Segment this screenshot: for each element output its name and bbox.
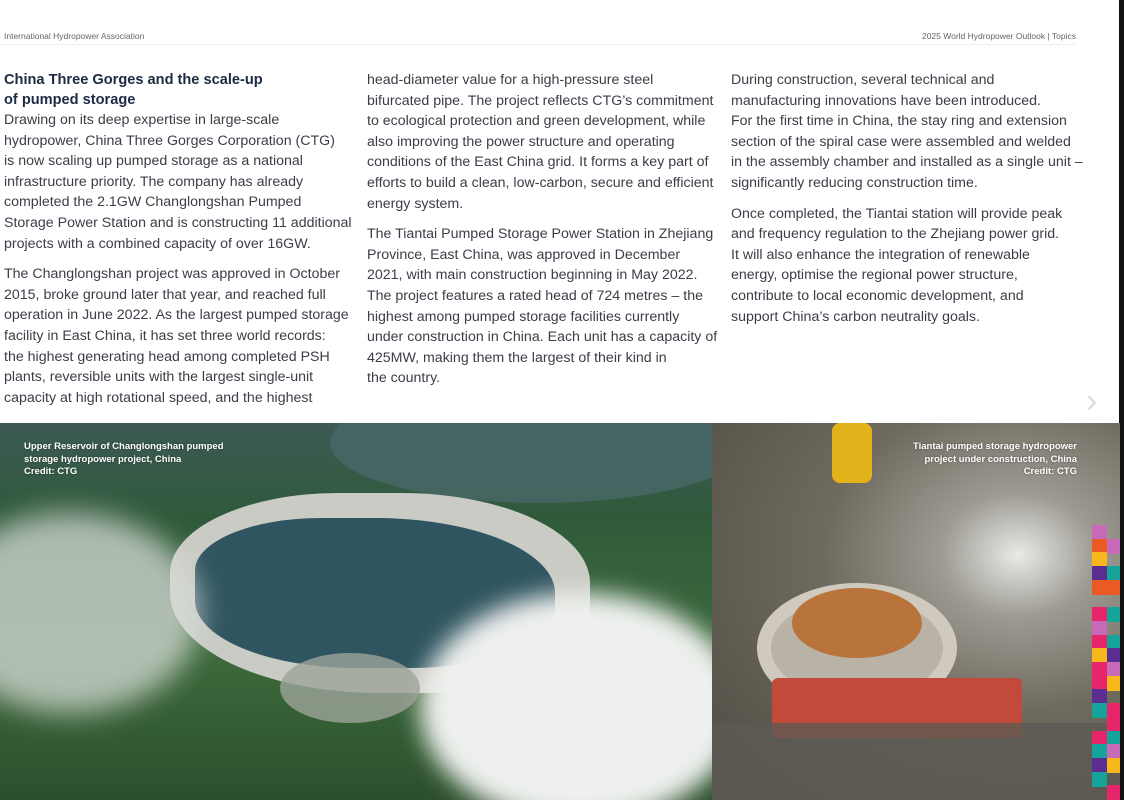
- text-line: projects with a combined capacity of over 16GW.: [4, 235, 311, 252]
- text-line: The Changlongshan project was approved in October: [4, 266, 340, 283]
- text-line: 2015, broke ground later that year, and reached full: [4, 286, 326, 303]
- text-line: infrastructure priority. The company has already: [4, 173, 304, 190]
- text-line: significantly reducing construction time.: [731, 174, 978, 191]
- text-line: 425MW, making them the largest of their kind in: [367, 349, 667, 366]
- text-line: support China’s carbon neutrality goals.: [731, 308, 980, 325]
- color-square: [1107, 539, 1120, 554]
- text-line: Once completed, the Tiantai station will provide peak: [731, 205, 1063, 222]
- text-line: capacity at high rotational speed, and the highest: [4, 389, 313, 406]
- header-divider: [0, 44, 1076, 45]
- color-square: [1092, 703, 1107, 718]
- text-line: Province, East China, was approved in December: [367, 246, 681, 263]
- article-heading: [4, 70, 359, 110]
- text-line: manufacturing innovations have been introduced.: [731, 92, 1041, 109]
- text-line: head-diameter value for a high-pressure steel: [367, 72, 654, 88]
- text-line: contribute to local economic development, and: [731, 287, 1024, 304]
- text-line: energy system.: [367, 195, 464, 212]
- text-line: to ecological protection and green development, while: [367, 113, 706, 130]
- caption-line: project under construction, China: [924, 453, 1077, 465]
- color-square: [1107, 758, 1120, 773]
- changlongshan-reservoir-photo: [0, 423, 712, 800]
- text-line: During construction, several technical and: [731, 72, 995, 88]
- color-square: [1107, 785, 1120, 800]
- text-line: the country.: [367, 370, 441, 387]
- right-photo-caption: [913, 441, 1077, 479]
- paragraph: [367, 70, 722, 214]
- text-column-1: [4, 70, 359, 418]
- text-line: For the first time in China, the stay ring and extension: [731, 113, 1067, 130]
- text-column-3: [731, 70, 1086, 337]
- caption-line: Tiantai pumped storage hydropower: [913, 441, 1077, 452]
- text-line: energy, optimise the regional power structure,: [731, 267, 1018, 284]
- text-column-2: [367, 70, 722, 399]
- text-line: highest among pumped storage facilities currently: [367, 308, 680, 325]
- heading-line: China Three Gorges and the scale-up: [4, 72, 263, 88]
- text-line: under construction in China. Each unit has a capacity of: [367, 329, 718, 346]
- color-square: [1107, 580, 1120, 595]
- text-line: bifurcated pipe. The project reflects CTG’s commitment: [367, 92, 714, 109]
- text-line: operation in June 2022. As the largest pumped storage: [4, 307, 349, 324]
- paragraph: [4, 110, 359, 254]
- text-line: the highest generating head among completed PSH: [4, 348, 330, 365]
- text-line: hydropower, China Three Gorges Corporation (CTG): [4, 132, 335, 149]
- paragraph: [367, 224, 722, 389]
- caption-line: storage hydropower project, China: [24, 453, 182, 465]
- text-line: Storage Power Station and is constructing 11 additional: [4, 214, 352, 231]
- text-line: efforts to build a clean, low-carbon, secure and efficient: [367, 174, 714, 191]
- text-line: facility in East China, it has set three world records:: [4, 327, 326, 344]
- text-line: and frequency regulation to the Zhejiang power grid.: [731, 226, 1060, 243]
- text-line: plants, reversible units with the largest single-unit: [4, 369, 314, 386]
- paragraph: [4, 264, 359, 408]
- text-line: is now scaling up pumped storage as a national: [4, 153, 303, 170]
- text-line: in the assembly chamber and installed as a single unit –: [731, 154, 1083, 171]
- text-line: section of the spiral case were assembled and welded: [731, 133, 1071, 150]
- caption-line: Upper Reservoir of Changlongshan pumped: [24, 441, 224, 452]
- color-square: [1092, 772, 1107, 787]
- text-line: also improving the power structure and operating: [367, 133, 675, 150]
- color-square: [1107, 676, 1120, 691]
- chevron-right-icon[interactable]: ›: [1086, 382, 1098, 420]
- tiantai-construction-photo: [712, 423, 1120, 800]
- publisher-name: International Hydropower Association: [4, 31, 145, 41]
- color-square: [1107, 607, 1120, 622]
- text-line: The Tiantai Pumped Storage Power Station in Zhejiang: [367, 226, 714, 243]
- text-line: The project features a rated head of 724 metres – the: [367, 287, 703, 304]
- text-line: conditions of the East China grid. It forms a key part of: [367, 154, 709, 171]
- color-square: [1092, 580, 1107, 595]
- caption-credit: Credit: CTG: [24, 466, 78, 477]
- text-line: 2021, with main construction beginning in May 2022.: [367, 267, 698, 284]
- text-line: Drawing on its deep expertise in large-scale: [4, 112, 280, 128]
- text-line: It will also enhance the integration of renewable: [731, 246, 1030, 263]
- paragraph: [731, 70, 1086, 194]
- paragraph: [731, 204, 1086, 328]
- left-photo-caption: [24, 441, 224, 479]
- text-line: completed the 2.1GW Changlongshan Pumped: [4, 194, 302, 211]
- section-breadcrumb: 2025 World Hydropower Outlook | Topics: [921, 31, 1076, 41]
- caption-credit: Credit: CTG: [1023, 466, 1077, 477]
- heading-line: of pumped storage: [4, 92, 136, 108]
